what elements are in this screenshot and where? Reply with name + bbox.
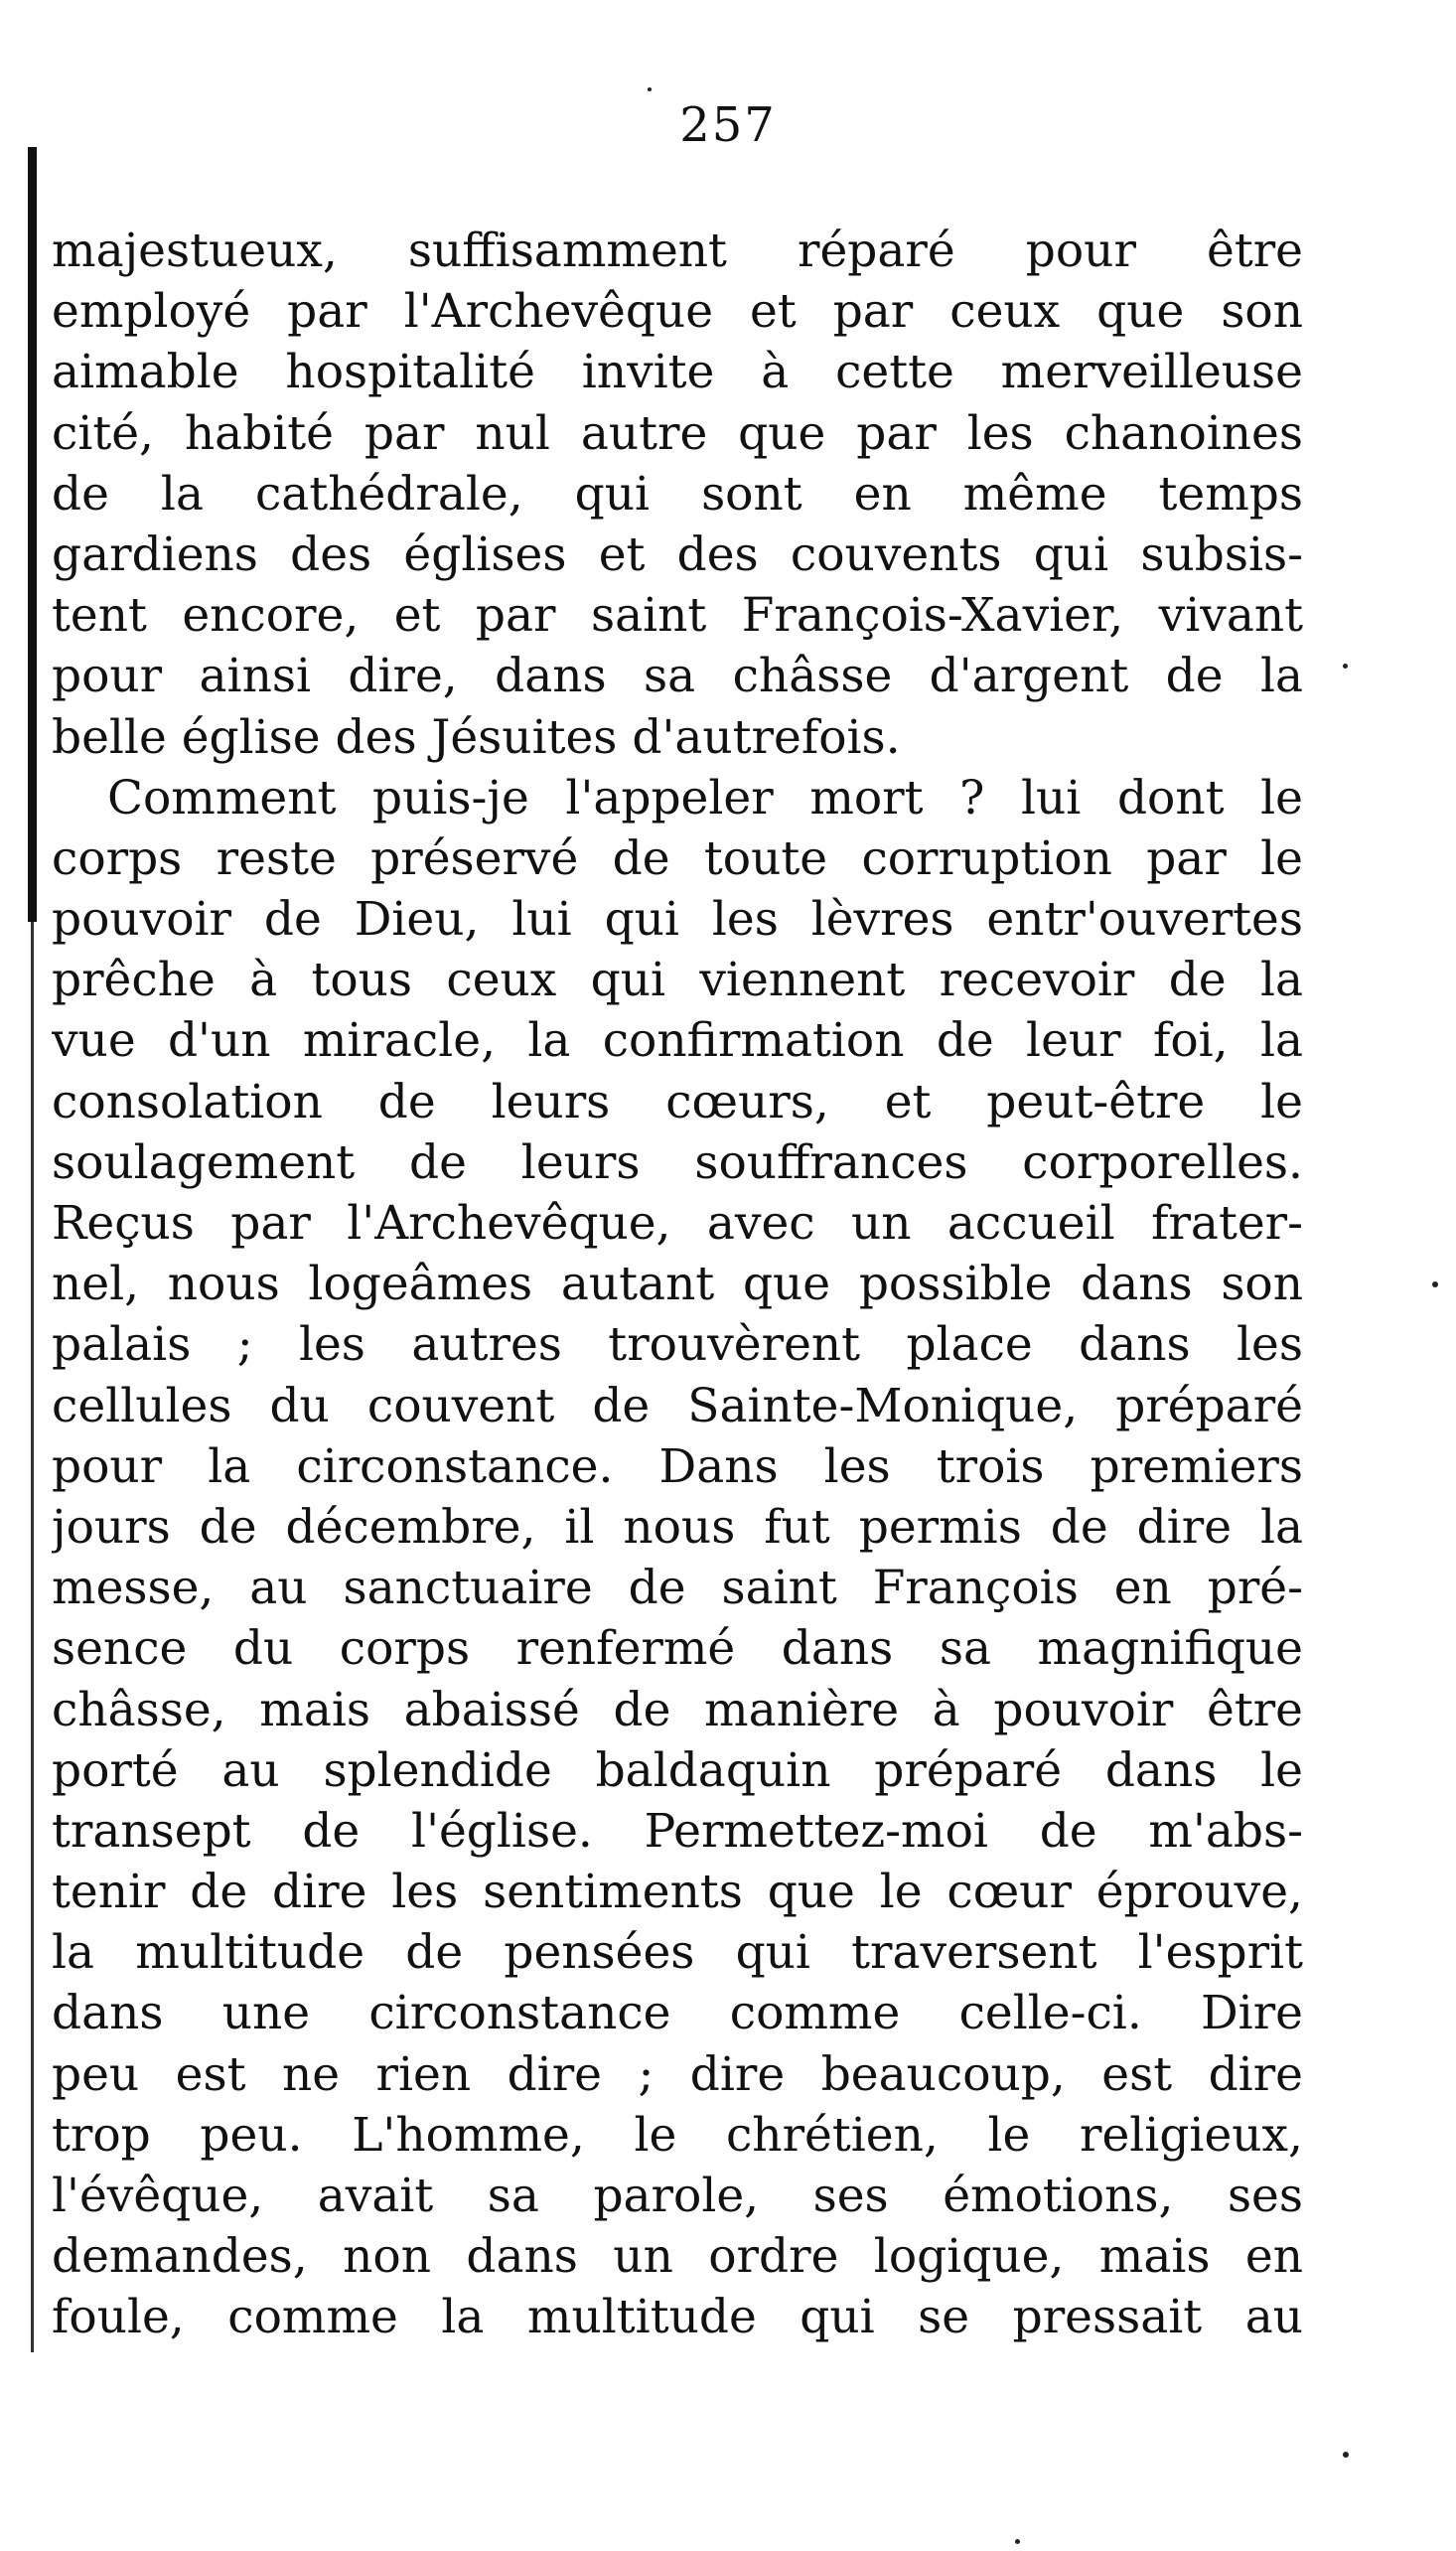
text-line: aimable hospitalité invite à cette merveilleuse (52, 345, 1303, 400)
scan-speck (648, 87, 652, 91)
text-line: transept de l'église. Permettez-moi de m'abs- (52, 1803, 1303, 1859)
text-line: cité, habité par nul autre que par les chanoines (52, 405, 1303, 461)
text-line: foule, comme la multitude qui se pressait au (52, 2290, 1303, 2345)
scan-speck (1343, 664, 1348, 669)
text-line: Reçus par l'Archevêque, avec un accueil frater- (52, 1196, 1303, 1251)
text-line: de la cathédrale, qui sont en même temps (52, 466, 1303, 522)
text-line: pour la circonstance. Dans les trois premiers (52, 1438, 1303, 1494)
text-line: nel, nous logeâmes autant que possible dans son (52, 1257, 1303, 1312)
text-line: tenir de dire les sentiments que le cœur éprouve, (52, 1865, 1303, 1920)
text-line: tent encore, et par saint François-Xavier, vivant (52, 588, 1303, 644)
text-line: gardiens des églises et des couvents qui subsis- (52, 526, 1303, 582)
text-line: demandes, non dans un ordre logique, mais en (52, 2229, 1303, 2285)
text-line: Comment puis-je l'appeler mort ? lui dont le (107, 770, 1303, 825)
text-line: pour ainsi dire, dans sa châsse d'argent de la (52, 649, 1303, 704)
body-text (52, 221, 1303, 2348)
text-line: vue d'un miracle, la confirmation de leur foi, la (52, 1013, 1303, 1069)
binding-shadow (28, 147, 37, 922)
text-line: belle église des Jésuites d'autrefois. (52, 709, 901, 765)
text-line: trop peu. L'homme, le chrétien, le religieux, (52, 2107, 1303, 2163)
text-line: porté au splendide baldaquin préparé dans le (52, 1742, 1303, 1798)
text-line: cellules du couvent de Sainte-Monique, préparé (52, 1378, 1303, 1433)
text-line: prêche à tous ceux qui viennent recevoir de la (52, 953, 1303, 1008)
text-line: châsse, mais abaissé de manière à pouvoir être (52, 1682, 1303, 1737)
binding-edge-line (31, 922, 34, 2352)
text-line: jours de décembre, il nous fut permis de dire la (52, 1499, 1303, 1555)
text-line: corps reste préservé de toute corruption par le (52, 830, 1303, 886)
text-line: messe, au sanctuaire de saint François en pré- (52, 1561, 1303, 1616)
text-line: dans une circonstance comme celle-ci. Dire (52, 1986, 1303, 2041)
text-line: pouvoir de Dieu, lui qui les lèvres entr'ouvertes (52, 892, 1303, 948)
scan-speck (1343, 2452, 1349, 2458)
text-line: majestueux, suffisamment réparé pour être (52, 224, 1303, 278)
text-line: employé par l'Archevêque et par ceux que son (52, 284, 1303, 340)
text-line: peu est ne rien dire ; dire beaucoup, est dire (52, 2046, 1303, 2102)
page-number: 257 (679, 97, 777, 153)
text-line: la multitude de pensées qui traversent l'esprit (52, 1925, 1303, 1981)
scan-speck (1015, 2539, 1020, 2544)
text-line: palais ; les autres trouvèrent place dans les (52, 1317, 1303, 1373)
text-line: sence du corps renfermé dans sa magnifique (52, 1621, 1303, 1677)
text-line: soulagement de leurs souffrances corporelles. (52, 1134, 1303, 1190)
text-line: l'évêque, avait sa parole, ses émotions, ses (52, 2169, 1303, 2223)
text-line: consolation de leurs cœurs, et peut-être le (52, 1074, 1303, 1129)
scan-speck (1432, 1281, 1438, 1287)
